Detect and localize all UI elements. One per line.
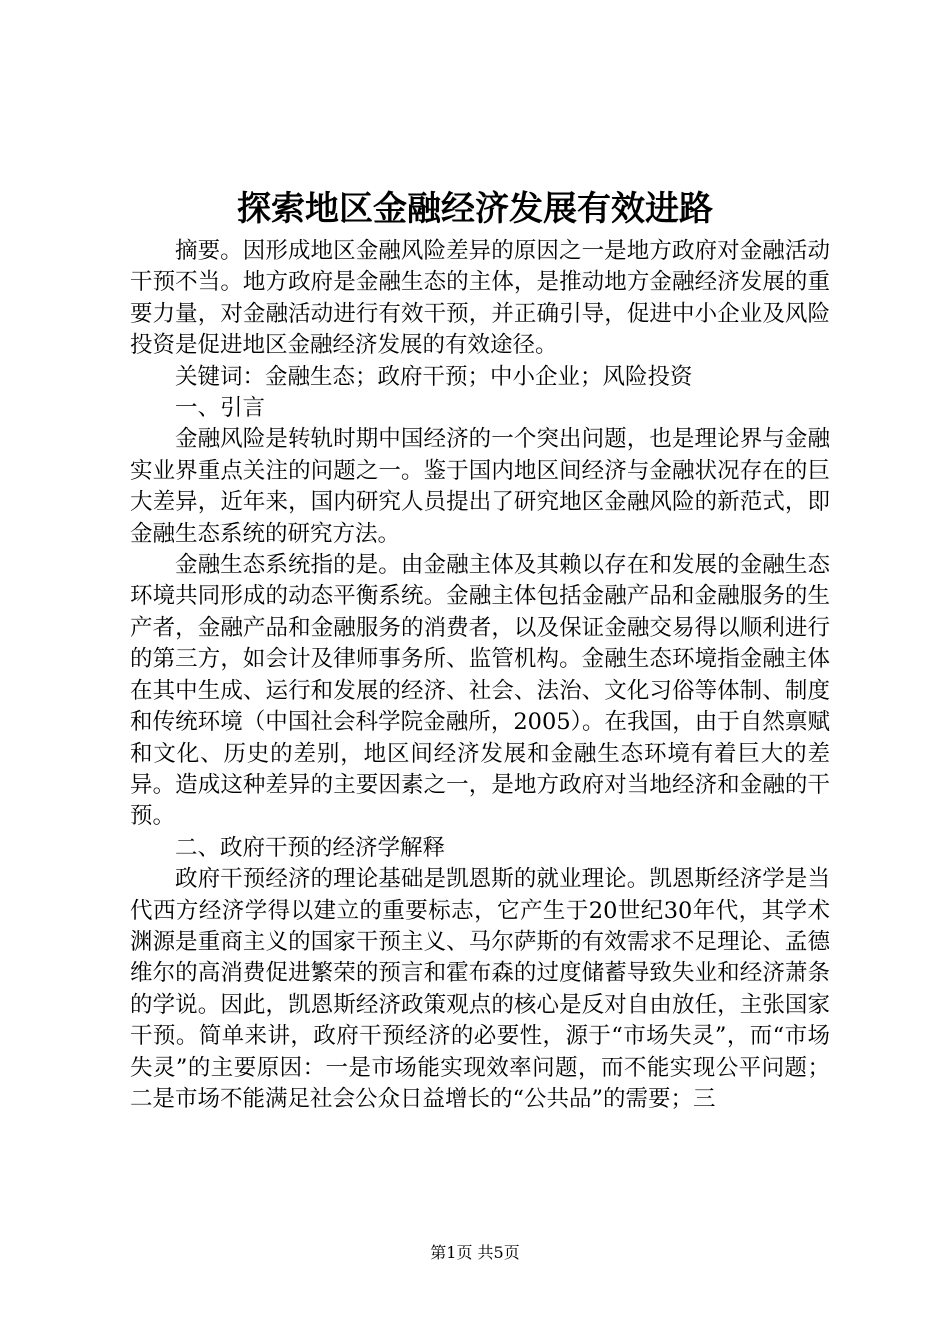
page-number-footer: 第1页 共5页 — [430, 1243, 520, 1262]
body-paragraph: 政府干预经济的理论基础是凯恩斯的就业理论。凯恩斯经济学是当代西方经济学得以建立的重要标志，它产生于20世纪30年代，其学术渊源是重商主义的国家干预主义、马尔萨斯的有效需求不足理论、孟德维尔的高消费促进繁荣的预言和霍布森的过度储蓄导致失业和经济萧条的学说。因此，凯恩斯经济政策观点的核心是反对自由放任，主张国家干预。简单来讲，政府干预经济的必要性，源于“市场失灵”，而“市场失灵”的主要原因：一是市场能实现效率问题，而不能实现公平问题；二是市场不能满足社会公众日益增长的“公共品”的需要；三 — [130, 866, 830, 1112]
section-heading-introduction: 一、引言 — [175, 395, 266, 422]
keywords-paragraph: 关键词：金融生态；政府干预；中小企业；风险投资 — [175, 363, 693, 390]
section-heading-government-intervention: 二、政府干预的经济学解释 — [175, 834, 446, 861]
document-title: 探索地区金融经济发展有效进路 — [237, 189, 713, 229]
document-body — [130, 236, 830, 1115]
body-paragraph: 金融风险是转轨时期中国经济的一个突出问题，也是理论界与金融实业界重点关注的问题之一。鉴于国内地区间经济与金融状况存在的巨大差异，近年来，国内研究人员提出了研究地区金融风险的新范式，即金融生态系统的研究方法。 — [130, 426, 830, 547]
body-paragraph: 金融生态系统指的是。由金融主体及其赖以存在和发展的金融生态环境共同形成的动态平衡系统。金融主体包括金融产品和金融服务的生产者，金融产品和金融服务的消费者，以及保证金融交易得以顺利进行的第三方，如会计及律师事务所、监管机构。金融生态环境指金融主体在其中生成、运行和发展的经济、社会、法治、文化习俗等体制、制度和传统环境（中国社会科学院金融所，2005）。在我国，由于自然禀赋和文化、历史的差别，地区间经济发展和金融生态环境有着巨大的差异。造成这种差异的主要因素之一，是地方政府对当地经济和金融的干预。 — [130, 552, 830, 830]
abstract-paragraph: 摘要。因形成地区金融风险差异的原因之一是地方政府对金融活动干预不当。地方政府是金融生态的主体，是推动地方金融经济发展的重要力量，对金融活动进行有效干预，并正确引导，促进中小企业及风险投资是促进地区金融经济发展的有效途径。 — [130, 238, 830, 359]
